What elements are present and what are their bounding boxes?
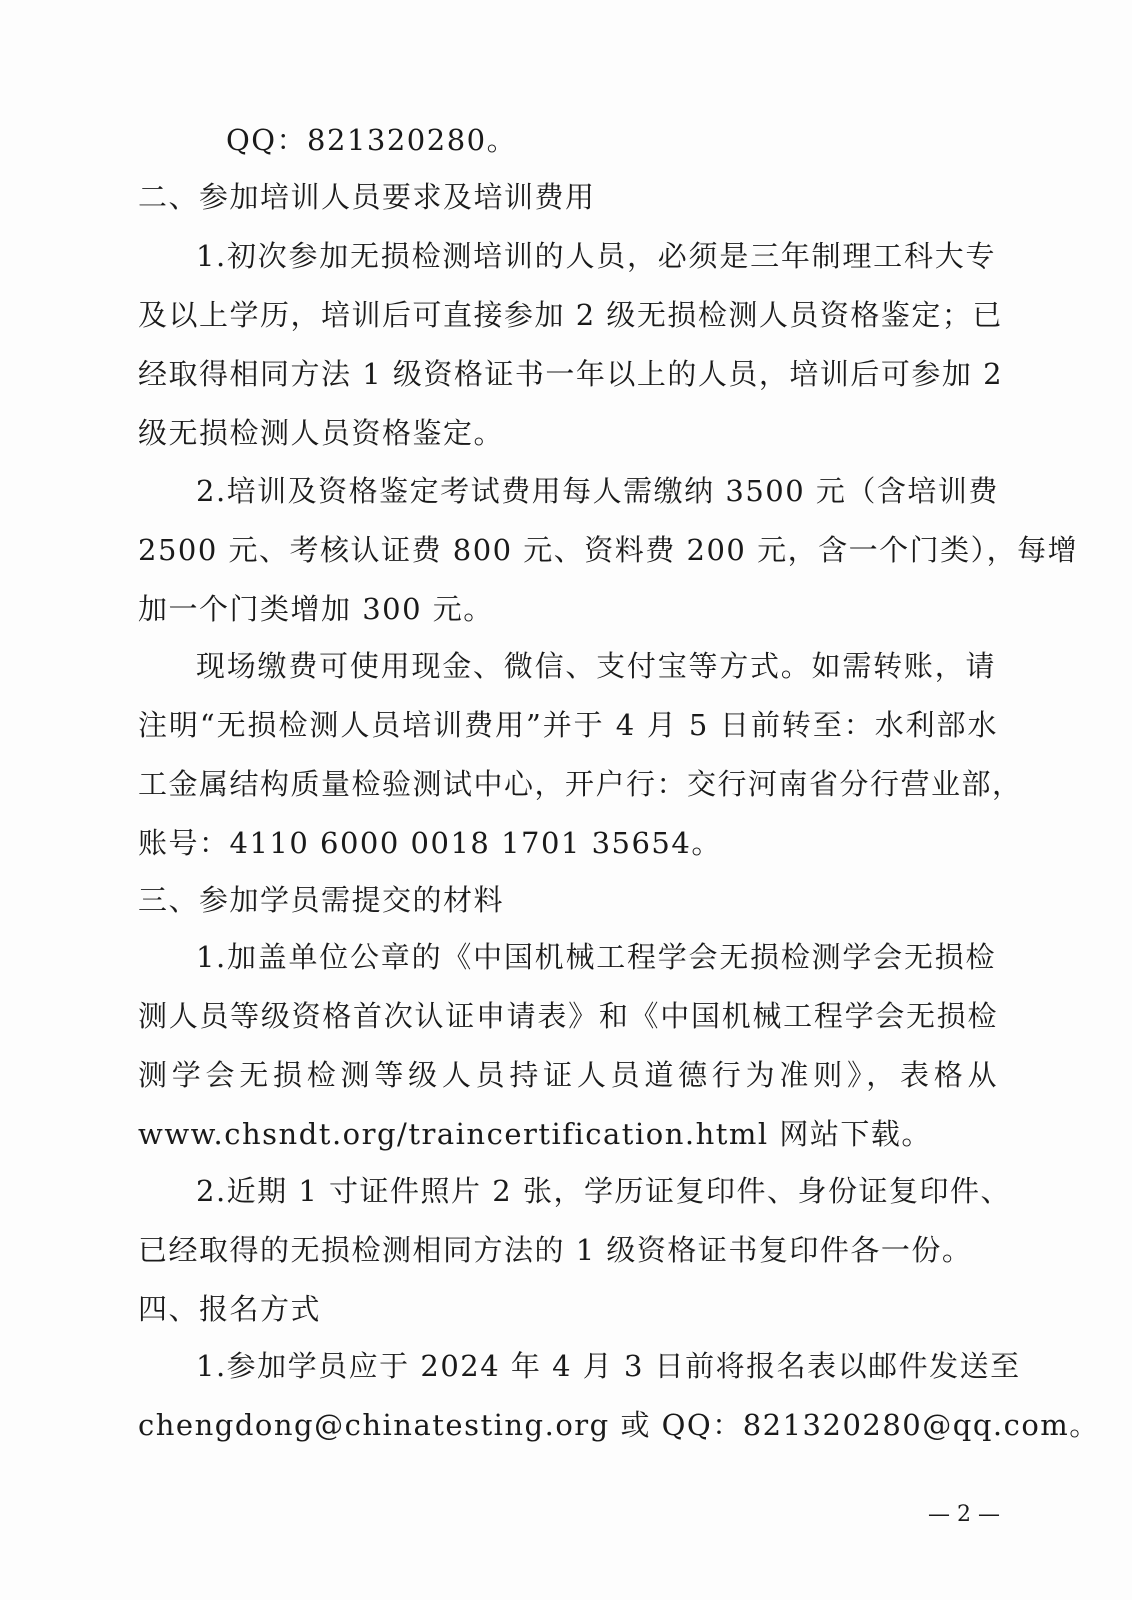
paragraph-line: 已经取得的无损检测相同方法的 1 级资格证书复印件各一份。 bbox=[138, 1233, 973, 1267]
section-heading-2: 二、参加培训人员要求及培训费用 bbox=[138, 180, 596, 214]
paragraph-line: 2.近期 1 寸证件照片 2 张，学历证复印件、身份证复印件、 bbox=[196, 1174, 1011, 1208]
paragraph-line: 测学会无损检测等级人员持证人员道德行为准则》，表格从 bbox=[138, 1058, 998, 1092]
paragraph-line: 工金属结构质量检验测试中心，开户行：交行河南省分行营业部， bbox=[138, 767, 1023, 801]
paragraph-line: 注明“无损检测人员培训费用”并于 4 月 5 日前转至：水利部水 bbox=[138, 708, 998, 742]
section-heading-4: 四、报名方式 bbox=[138, 1292, 322, 1326]
paragraph-line: 现场缴费可使用现金、微信、支付宝等方式。如需转账，请 bbox=[196, 649, 996, 683]
qq-contact-line: QQ：821320280。 bbox=[226, 123, 518, 157]
paragraph-line: 及以上学历，培训后可直接参加 2 级无损检测人员资格鉴定；已 bbox=[138, 298, 1003, 332]
bank-account-line: 账号：4110 6000 0018 1701 35654。 bbox=[138, 826, 722, 860]
paragraph-line: 1.参加学员应于 2024 年 4 月 3 日前将报名表以邮件发送至 bbox=[196, 1349, 1021, 1383]
paragraph-line: 经取得相同方法 1 级资格证书一年以上的人员，培训后可参加 2 bbox=[138, 357, 1004, 391]
page-number: — 2 — bbox=[928, 1502, 1000, 1527]
paragraph-line: 2500 元、考核认证费 800 元、资料费 200 元，含一个门类），每增 bbox=[138, 533, 1079, 567]
paragraph-line: 加一个门类增加 300 元。 bbox=[138, 592, 494, 626]
paragraph-line: 2.培训及资格鉴定考试费用每人需缴纳 3500 元（含培训费 bbox=[196, 474, 999, 508]
paragraph-line: 1.加盖单位公章的《中国机械工程学会无损检测学会无损检 bbox=[196, 940, 996, 974]
paragraph-line: 测人员等级资格首次认证申请表》和《中国机械工程学会无损检 bbox=[138, 999, 998, 1033]
website-line: www.chsndt.org/traincertification.html 网站下载。 bbox=[138, 1117, 932, 1151]
paragraph-line: 级无损检测人员资格鉴定。 bbox=[138, 416, 505, 450]
email-line: chengdong@chinatesting.org 或 QQ：821320280@qq.com。 bbox=[138, 1408, 1100, 1442]
section-heading-3: 三、参加学员需提交的材料 bbox=[138, 883, 505, 917]
paragraph-line: 1.初次参加无损检测培训的人员，必须是三年制理工科大专 bbox=[196, 239, 996, 273]
